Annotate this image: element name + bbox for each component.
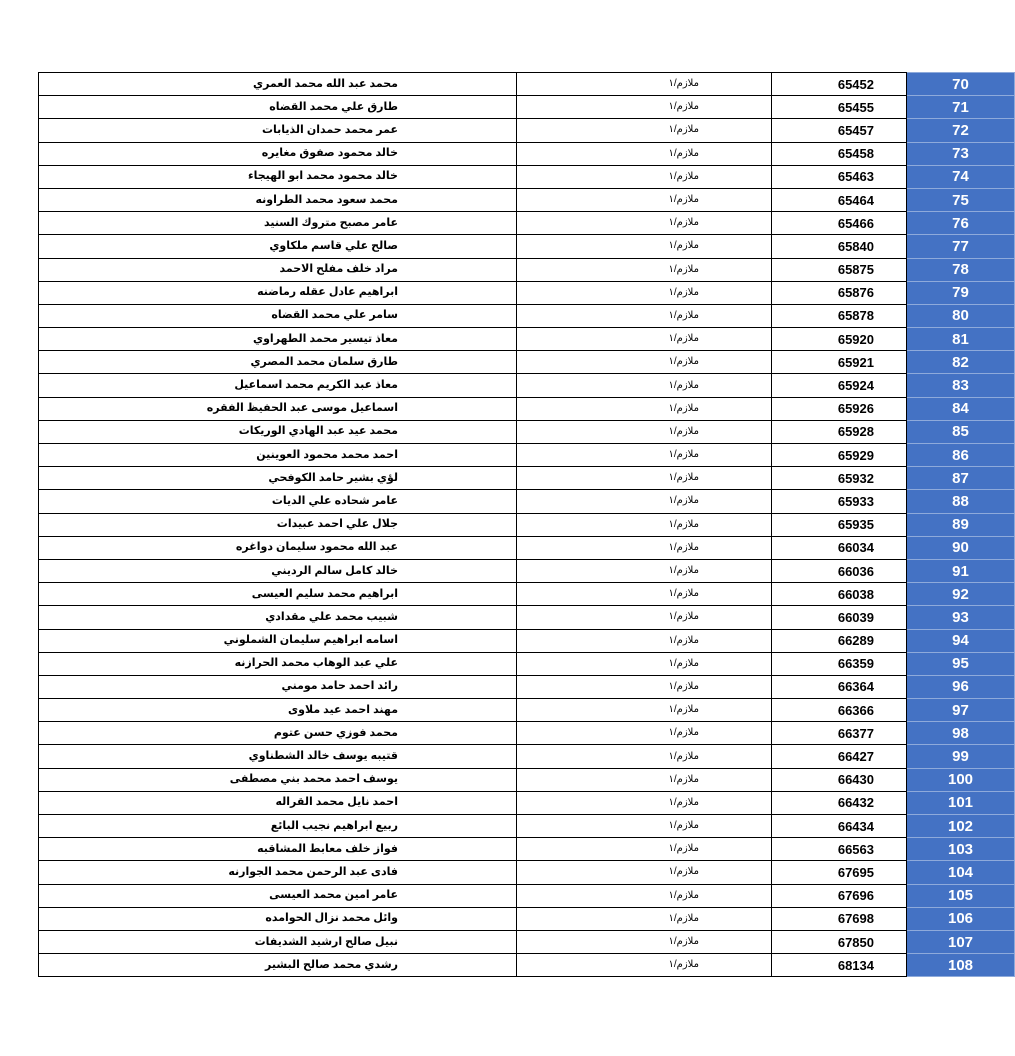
- sequence-number-cell: 89: [907, 513, 1015, 536]
- roster-table-body: [39, 73, 1015, 977]
- military-number-cell: 66038: [772, 583, 907, 606]
- rank-cell: ملازم/١: [517, 235, 772, 258]
- rank-cell: ملازم/١: [517, 954, 772, 977]
- table-row: [39, 745, 1015, 768]
- table-row: [39, 304, 1015, 327]
- sequence-number-cell: 88: [907, 490, 1015, 513]
- sequence-number-cell: 96: [907, 675, 1015, 698]
- officer-name-cell: عبد الله محمود سليمان دواغره: [39, 536, 517, 559]
- officer-name-cell: شبيب محمد علي مقدادي: [39, 606, 517, 629]
- rank-cell: ملازم/١: [517, 930, 772, 953]
- sequence-number-cell: 84: [907, 397, 1015, 420]
- rank-cell: ملازم/١: [517, 815, 772, 838]
- rank-cell: ملازم/١: [517, 119, 772, 142]
- military-number-cell: 65928: [772, 420, 907, 443]
- sequence-number-cell: 100: [907, 768, 1015, 791]
- table-row: [39, 629, 1015, 652]
- military-number-cell: 68134: [772, 954, 907, 977]
- table-row: [39, 559, 1015, 582]
- table-row: [39, 235, 1015, 258]
- rank-cell: ملازم/١: [517, 397, 772, 420]
- sequence-number-cell: 97: [907, 699, 1015, 722]
- table-row: [39, 420, 1015, 443]
- military-number-cell: 67696: [772, 884, 907, 907]
- military-number-cell: 65924: [772, 374, 907, 397]
- table-row: [39, 119, 1015, 142]
- rank-cell: ملازم/١: [517, 606, 772, 629]
- military-number-cell: 67695: [772, 861, 907, 884]
- officer-name-cell: عامر مصبح متروك السنيد: [39, 212, 517, 235]
- rank-cell: ملازم/١: [517, 212, 772, 235]
- table-row: [39, 513, 1015, 536]
- rank-cell: ملازم/١: [517, 188, 772, 211]
- rank-cell: ملازم/١: [517, 258, 772, 281]
- table-row: [39, 444, 1015, 467]
- military-number-cell: 65840: [772, 235, 907, 258]
- military-number-cell: 65457: [772, 119, 907, 142]
- officer-name-cell: يوسف احمد محمد بني مصطفى: [39, 768, 517, 791]
- sequence-number-cell: 95: [907, 652, 1015, 675]
- sequence-number-cell: 86: [907, 444, 1015, 467]
- military-number-cell: 65452: [772, 73, 907, 96]
- officer-name-cell: رشدي محمد صالح البشير: [39, 954, 517, 977]
- military-number-cell: 65458: [772, 142, 907, 165]
- officer-name-cell: ابراهيم عادل عقله رماضنه: [39, 281, 517, 304]
- military-number-cell: 66039: [772, 606, 907, 629]
- military-number-cell: 65933: [772, 490, 907, 513]
- officer-name-cell: نبيل صالح ارشيد الشديفات: [39, 930, 517, 953]
- rank-cell: ملازم/١: [517, 652, 772, 675]
- officer-name-cell: ابراهيم محمد سليم العيسى: [39, 583, 517, 606]
- rank-cell: ملازم/١: [517, 490, 772, 513]
- sequence-number-cell: 91: [907, 559, 1015, 582]
- officer-name-cell: احمد محمد محمود العوينين: [39, 444, 517, 467]
- officer-name-cell: مهند احمد عيد ملاوى: [39, 699, 517, 722]
- sequence-number-cell: 70: [907, 73, 1015, 96]
- sequence-number-cell: 106: [907, 907, 1015, 930]
- table-row: [39, 96, 1015, 119]
- sequence-number-cell: 87: [907, 467, 1015, 490]
- sequence-number-cell: 101: [907, 791, 1015, 814]
- table-row: [39, 675, 1015, 698]
- sequence-number-cell: 71: [907, 96, 1015, 119]
- table-row: [39, 861, 1015, 884]
- officer-name-cell: علي عبد الوهاب محمد الحرازنه: [39, 652, 517, 675]
- officer-name-cell: خالد كامل سالم الرديني: [39, 559, 517, 582]
- military-number-cell: 65876: [772, 281, 907, 304]
- military-number-cell: 66430: [772, 768, 907, 791]
- table-row: [39, 165, 1015, 188]
- rank-cell: ملازم/١: [517, 328, 772, 351]
- table-row: [39, 536, 1015, 559]
- rank-cell: ملازم/١: [517, 675, 772, 698]
- rank-cell: ملازم/١: [517, 838, 772, 861]
- sequence-number-cell: 90: [907, 536, 1015, 559]
- rank-cell: ملازم/١: [517, 536, 772, 559]
- rank-cell: ملازم/١: [517, 559, 772, 582]
- rank-cell: ملازم/١: [517, 722, 772, 745]
- military-number-cell: 66034: [772, 536, 907, 559]
- rank-cell: ملازم/١: [517, 444, 772, 467]
- rank-cell: ملازم/١: [517, 861, 772, 884]
- rank-cell: ملازم/١: [517, 351, 772, 374]
- military-number-cell: 66434: [772, 815, 907, 838]
- sequence-number-cell: 92: [907, 583, 1015, 606]
- military-number-cell: 65875: [772, 258, 907, 281]
- officer-name-cell: لؤي بشير حامد الكوفحي: [39, 467, 517, 490]
- military-number-cell: 65935: [772, 513, 907, 536]
- table-row: [39, 351, 1015, 374]
- table-row: [39, 212, 1015, 235]
- officer-name-cell: احمد نايل محمد القراله: [39, 791, 517, 814]
- military-number-cell: 65932: [772, 467, 907, 490]
- sequence-number-cell: 74: [907, 165, 1015, 188]
- sequence-number-cell: 94: [907, 629, 1015, 652]
- military-number-cell: 67698: [772, 907, 907, 930]
- sequence-number-cell: 105: [907, 884, 1015, 907]
- table-row: [39, 652, 1015, 675]
- officer-name-cell: معاذ تيسير محمد الطهراوي: [39, 328, 517, 351]
- sequence-number-cell: 99: [907, 745, 1015, 768]
- table-row: [39, 142, 1015, 165]
- rank-cell: ملازم/١: [517, 791, 772, 814]
- sequence-number-cell: 77: [907, 235, 1015, 258]
- table-row: [39, 699, 1015, 722]
- sequence-number-cell: 75: [907, 188, 1015, 211]
- table-row: [39, 907, 1015, 930]
- table-row: [39, 722, 1015, 745]
- military-number-cell: 66359: [772, 652, 907, 675]
- military-number-cell: 66366: [772, 699, 907, 722]
- officer-name-cell: مراد خلف مفلح الاحمد: [39, 258, 517, 281]
- officer-name-cell: قتيبه يوسف خالد الشطناوي: [39, 745, 517, 768]
- table-row: [39, 954, 1015, 977]
- rank-cell: ملازم/١: [517, 907, 772, 930]
- officer-name-cell: اسماعيل موسى عبد الحفيظ الفقره: [39, 397, 517, 420]
- officer-roster-table: [38, 72, 1015, 977]
- officer-name-cell: خالد محمود محمد ابو الهيجاء: [39, 165, 517, 188]
- rank-cell: ملازم/١: [517, 884, 772, 907]
- sequence-number-cell: 103: [907, 838, 1015, 861]
- rank-cell: ملازم/١: [517, 96, 772, 119]
- table-row: [39, 884, 1015, 907]
- military-number-cell: 65464: [772, 188, 907, 211]
- officer-name-cell: سامر علي محمد القضاه: [39, 304, 517, 327]
- sequence-number-cell: 104: [907, 861, 1015, 884]
- sequence-number-cell: 73: [907, 142, 1015, 165]
- officer-name-cell: محمد فوزي حسن عتوم: [39, 722, 517, 745]
- rank-cell: ملازم/١: [517, 513, 772, 536]
- table-row: [39, 328, 1015, 351]
- military-number-cell: 66377: [772, 722, 907, 745]
- rank-cell: ملازم/١: [517, 699, 772, 722]
- officer-name-cell: جلال علي احمد عبيدات: [39, 513, 517, 536]
- military-number-cell: 65920: [772, 328, 907, 351]
- table-row: [39, 397, 1015, 420]
- officer-name-cell: عامر امين محمد العيسى: [39, 884, 517, 907]
- military-number-cell: 67850: [772, 930, 907, 953]
- rank-cell: ملازم/١: [517, 768, 772, 791]
- sequence-number-cell: 108: [907, 954, 1015, 977]
- officer-name-cell: عامر شحاده علي الديات: [39, 490, 517, 513]
- rank-cell: ملازم/١: [517, 467, 772, 490]
- table-row: [39, 815, 1015, 838]
- officer-name-cell: محمد عبد الله محمد العمري: [39, 73, 517, 96]
- military-number-cell: 65463: [772, 165, 907, 188]
- military-number-cell: 65878: [772, 304, 907, 327]
- sequence-number-cell: 98: [907, 722, 1015, 745]
- military-number-cell: 66427: [772, 745, 907, 768]
- rank-cell: ملازم/١: [517, 420, 772, 443]
- table-row: [39, 73, 1015, 96]
- sequence-number-cell: 79: [907, 281, 1015, 304]
- table-row: [39, 374, 1015, 397]
- rank-cell: ملازم/١: [517, 142, 772, 165]
- sequence-number-cell: 78: [907, 258, 1015, 281]
- officer-name-cell: اسامه ابراهيم سليمان الشملوني: [39, 629, 517, 652]
- roster-page: [38, 72, 1015, 977]
- rank-cell: ملازم/١: [517, 583, 772, 606]
- sequence-number-cell: 83: [907, 374, 1015, 397]
- sequence-number-cell: 102: [907, 815, 1015, 838]
- table-row: [39, 490, 1015, 513]
- table-row: [39, 258, 1015, 281]
- rank-cell: ملازم/١: [517, 304, 772, 327]
- officer-name-cell: فادى عبد الرحمن محمد الجوارنه: [39, 861, 517, 884]
- military-number-cell: 66289: [772, 629, 907, 652]
- military-number-cell: 66036: [772, 559, 907, 582]
- table-row: [39, 606, 1015, 629]
- rank-cell: ملازم/١: [517, 165, 772, 188]
- officer-name-cell: ربيع ابراهيم نجيب البائع: [39, 815, 517, 838]
- military-number-cell: 65455: [772, 96, 907, 119]
- officer-name-cell: محمد سعود محمد الطراونه: [39, 188, 517, 211]
- military-number-cell: 66563: [772, 838, 907, 861]
- sequence-number-cell: 76: [907, 212, 1015, 235]
- officer-name-cell: عمر محمد حمدان الذيابات: [39, 119, 517, 142]
- officer-name-cell: طارق علي محمد القضاه: [39, 96, 517, 119]
- military-number-cell: 66364: [772, 675, 907, 698]
- military-number-cell: 65926: [772, 397, 907, 420]
- sequence-number-cell: 80: [907, 304, 1015, 327]
- table-row: [39, 838, 1015, 861]
- rank-cell: ملازم/١: [517, 374, 772, 397]
- rank-cell: ملازم/١: [517, 745, 772, 768]
- officer-name-cell: وائل محمد نزال الحوامده: [39, 907, 517, 930]
- officer-name-cell: خالد محمود صفوق مغايره: [39, 142, 517, 165]
- table-row: [39, 768, 1015, 791]
- military-number-cell: 65466: [772, 212, 907, 235]
- sequence-number-cell: 93: [907, 606, 1015, 629]
- table-row: [39, 467, 1015, 490]
- sequence-number-cell: 107: [907, 930, 1015, 953]
- sequence-number-cell: 72: [907, 119, 1015, 142]
- officer-name-cell: معاذ عبد الكريم محمد اسماعيل: [39, 374, 517, 397]
- rank-cell: ملازم/١: [517, 73, 772, 96]
- table-row: [39, 583, 1015, 606]
- officer-name-cell: فواز خلف معابط المشاقبه: [39, 838, 517, 861]
- officer-name-cell: رائد احمد حامد مومني: [39, 675, 517, 698]
- table-row: [39, 930, 1015, 953]
- sequence-number-cell: 82: [907, 351, 1015, 374]
- table-row: [39, 791, 1015, 814]
- officer-name-cell: صالح علي قاسم ملكاوي: [39, 235, 517, 258]
- rank-cell: ملازم/١: [517, 281, 772, 304]
- sequence-number-cell: 85: [907, 420, 1015, 443]
- officer-name-cell: طارق سلمان محمد المصري: [39, 351, 517, 374]
- rank-cell: ملازم/١: [517, 629, 772, 652]
- military-number-cell: 65921: [772, 351, 907, 374]
- table-row: [39, 188, 1015, 211]
- military-number-cell: 66432: [772, 791, 907, 814]
- military-number-cell: 65929: [772, 444, 907, 467]
- officer-name-cell: محمد عيد عبد الهادي الوريكات: [39, 420, 517, 443]
- sequence-number-cell: 81: [907, 328, 1015, 351]
- table-row: [39, 281, 1015, 304]
